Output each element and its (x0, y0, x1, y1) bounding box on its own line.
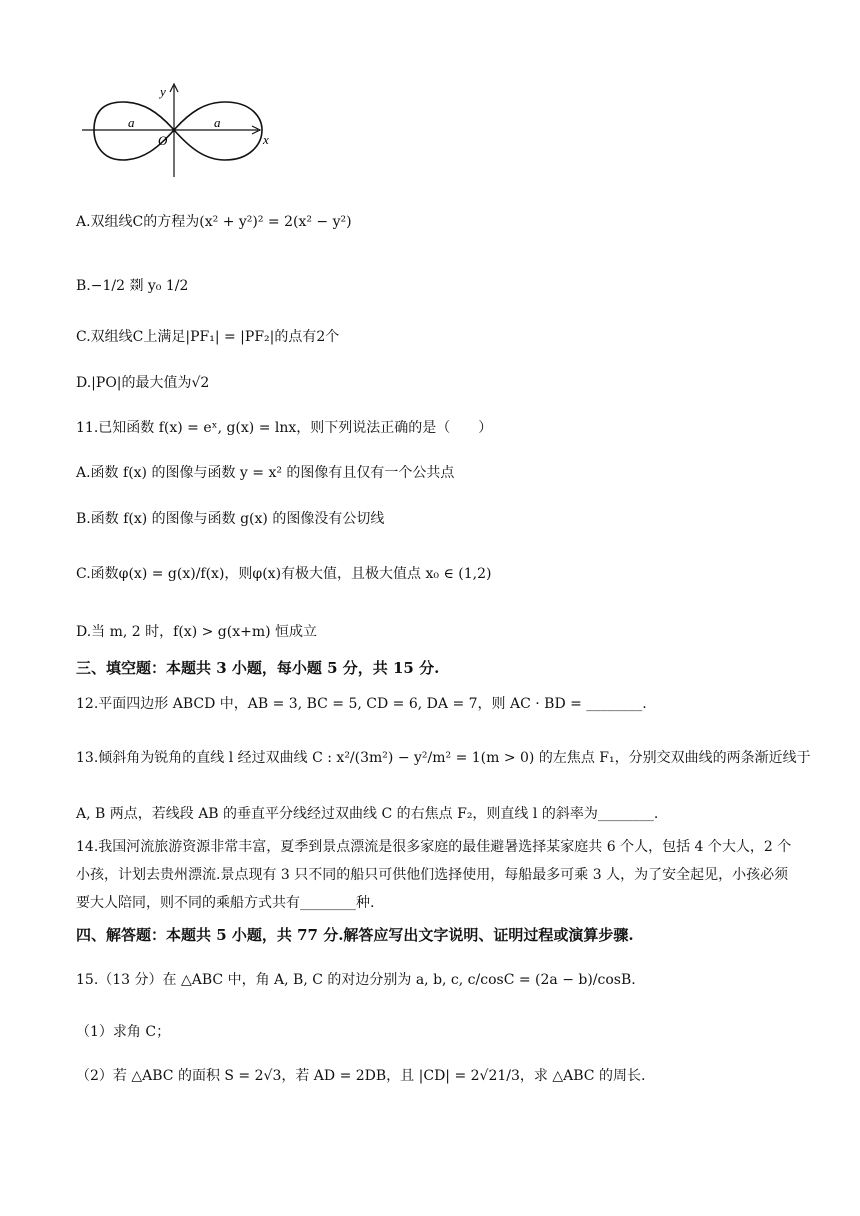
q12: 12.平面四边形 ABCD 中，AB = 3, BC = 5, CD = 6, DA = 7，则 AC · BD = ________. (76, 696, 647, 712)
left-lobe-label: a (128, 115, 135, 130)
right-lobe-label: a (214, 115, 221, 130)
q15-stem: 15.（13 分）在 △ABC 中，角 A, B, C 的对边分别为 a, b, c, c/cosC = (2a − b)/cosB. (76, 972, 636, 988)
q11-option-b: B.函数 f(x) 的图像与函数 g(x) 的图像没有公切线 (76, 511, 385, 527)
q15-part1: （1）求角 C； (76, 1024, 171, 1040)
section4-heading: 四、解答题：本题共 5 小题，共 77 分.解答应写出文字说明、证明过程或演算步骤. (76, 926, 634, 944)
q11-option-a: A.函数 f(x) 的图像与函数 y = x² 的图像有且仅有一个公共点 (76, 465, 455, 481)
lemniscate-curve (94, 102, 262, 160)
y-axis-label: y (160, 84, 166, 99)
q11-stem: 11.已知函数 f(x) = eˣ, g(x) = lnx，则下列说法正确的是（ ） (76, 420, 493, 436)
q10-option-d: D.|PO|的最大值为√2 (76, 375, 210, 391)
q13-line2: A, B 两点，若线段 AB 的垂直平分线经过双曲线 C 的右焦点 F₂，则直线 l 的斜率为________. (76, 806, 659, 822)
q10-option-b: B.−1/2 剟 y₀ 1/2 (76, 278, 189, 294)
q15-part2: （2）若 △ABC 的面积 S = 2√3，若 AD = 2DB，且 |CD| = 2√21/3，求 △ABC 的周长. (76, 1068, 646, 1084)
q10-option-a: A.双组线C的方程为(x² + y²)² = 2(x² − y²) (76, 214, 352, 230)
section3-heading: 三、填空题：本题共 3 小题，每小题 5 分，共 15 分. (76, 659, 440, 677)
origin-label: O (158, 133, 168, 148)
q10-option-c: C.双组线C上满足|PF₁| = |PF₂|的点有2个 (76, 329, 340, 345)
q13-line1: 13.倾斜角为锐角的直线 l 经过双曲线 C : x²/(3m²) − y²/m² = 1(m > 0) 的左焦点 F₁，分别交双曲线的两条渐近线于 (76, 750, 811, 766)
q11-option-d: D.当 m, 2 时，f(x) > g(x+m) 恒成立 (76, 624, 318, 640)
q14: 14.我国河流旅游资源非常丰富，夏季到景点漂流是很多家庭的最佳避暑选择某家庭共 6 个人，包括 4 个大人，2 个小孩，计划去贵州漂流.景点现有 3 只不同的船只可供他们选择使用，每船最多可乘 3 人，为了安全起见，小孩必须要大人陪同，则不同的乘船方式共有________种. (76, 839, 792, 911)
lemniscate-figure (80, 82, 280, 182)
x-axis-label: x (263, 132, 269, 147)
q11-option-c: C.函数φ(x) = g(x)/f(x)，则φ(x)有极大值，且极大值点 x₀ ∈ (1,2) (76, 566, 492, 582)
